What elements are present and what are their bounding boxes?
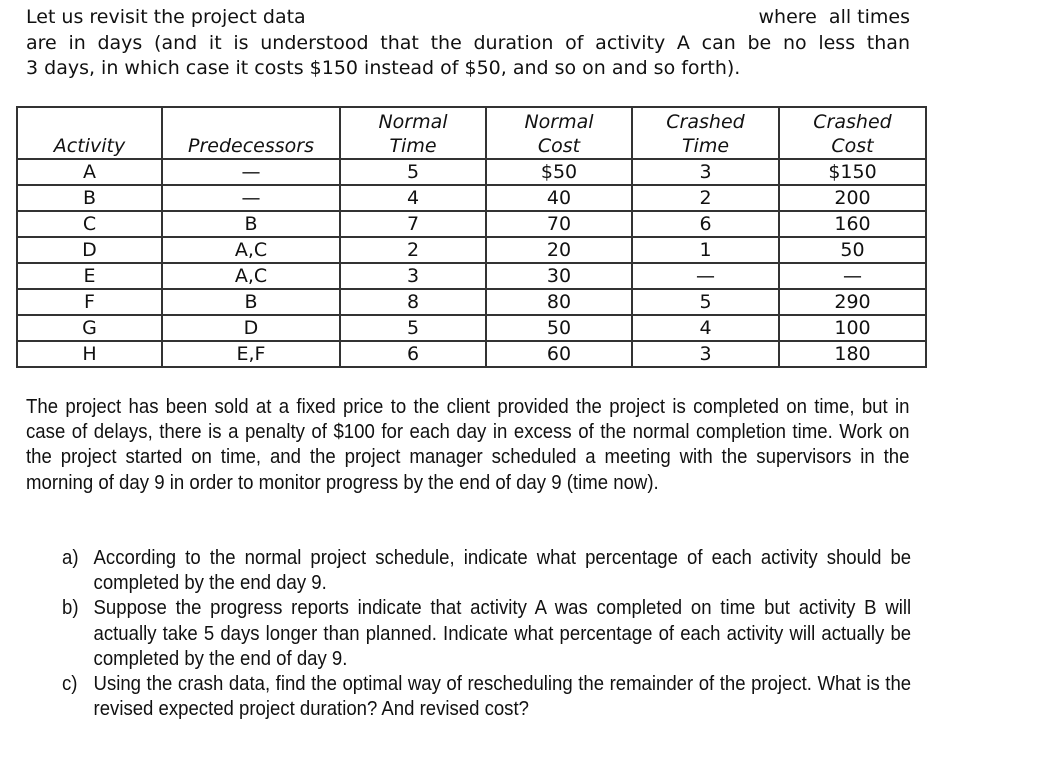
intro-line-2: are in days (and it is understood that the duration of activity A can be no less than [26,31,910,54]
question-a [62,546,911,596]
header-crashed-time: Crashed Time [632,107,779,159]
crashed-cost-cell: — [779,263,926,289]
header-normal-time: Normal Time [340,107,486,159]
normal-cost-cell: 40 [486,185,632,211]
predecessors-cell: A,C [162,263,340,289]
crashed-time-cell: 5 [632,289,779,315]
question-list [62,546,911,722]
problem-description: The project has been sold at a fixed price to the client provided the project is completed on time, but in case of delays, there is a penalty of $100 for each day in excess of the normal completion time. Work on the project started on time, and the project manager scheduled a meeting with the supervisors in the morning of day 9 in order to monitor progress by the end of day 9 (time now). [26,396,910,494]
normal-cost-cell: 20 [486,237,632,263]
crashed-time-cell: 1 [632,237,779,263]
question-label: b) [62,597,79,620]
activity-cell: F [17,289,162,315]
predecessors-cell: — [162,185,340,211]
normal-time-cell: 5 [340,315,486,341]
header-normal-cost: Normal Cost [486,107,632,159]
activity-cell: C [17,211,162,237]
crashed-time-cell: 6 [632,211,779,237]
crashed-cost-cell: 50 [779,237,926,263]
predecessors-cell: E,F [162,341,340,367]
question-label: a) [62,547,79,569]
activity-cell: A [17,159,162,185]
normal-cost-cell: 50 [486,315,632,341]
question-text: According to the normal project schedule, indicate what percentage of each activity should be completed by the end day 9. [93,547,912,595]
activity-cell: H [17,341,162,367]
crashed-time-cell: 2 [632,185,779,211]
table-row [17,315,926,341]
crashed-time-cell: 4 [632,315,779,341]
table-row [17,211,926,237]
predecessors-cell: A,C [162,237,340,263]
predecessors-cell: — [162,159,340,185]
normal-time-cell: 7 [340,211,486,237]
header-crashed-cost: Crashed Cost [779,107,926,159]
question-c [62,672,911,722]
activity-cell: G [17,315,162,341]
table-row [17,185,926,211]
question-text: Suppose the progress reports indicate that activity A was completed on time but activity B will actually take 5 days longer than planned. Indicate what percentage of each activity will actually be completed by the end of day 9. [93,597,912,670]
normal-time-cell: 5 [340,159,486,185]
table-header-row [17,107,926,159]
table-row [17,289,926,315]
question-label: c) [62,673,78,696]
crashed-time-cell: 3 [632,341,779,367]
normal-cost-cell: 30 [486,263,632,289]
crashed-cost-cell: 180 [779,341,926,367]
crashed-cost-cell: 200 [779,185,926,211]
crashed-cost-cell: $150 [779,159,926,185]
normal-time-cell: 2 [340,237,486,263]
crashed-cost-cell: 290 [779,289,926,315]
normal-time-cell: 8 [340,289,486,315]
intro-line-1-right: where all times [758,6,910,28]
table-row [17,263,926,289]
activity-cell: E [17,263,162,289]
header-predecessors: Predecessors [162,107,340,159]
table-row [17,237,926,263]
normal-cost-cell: 70 [486,211,632,237]
crashed-time-cell: — [632,263,779,289]
question-text: Using the crash data, find the optimal way of rescheduling the remainder of the project. What is the revised expected project duration? And revised cost? [93,673,912,721]
crashed-cost-cell: 160 [779,211,926,237]
project-data-table [16,106,927,368]
activity-cell: B [17,185,162,211]
crashed-cost-cell: 100 [779,315,926,341]
normal-cost-cell: $50 [486,159,632,185]
predecessors-cell: B [162,289,340,315]
activity-cell: D [17,237,162,263]
normal-time-cell: 3 [340,263,486,289]
question-b [62,596,911,672]
normal-cost-cell: 80 [486,289,632,315]
predecessors-cell: B [162,211,340,237]
intro-line-1 [26,5,910,31]
intro-text [26,5,910,82]
table-row [17,159,926,185]
normal-time-cell: 6 [340,341,486,367]
crashed-time-cell: 3 [632,159,779,185]
table-row [17,341,926,367]
predecessors-cell: D [162,315,340,341]
intro-line-1-left: Let us revisit the project data [26,6,306,28]
normal-cost-cell: 60 [486,341,632,367]
header-activity: Activity [17,107,162,159]
intro-line-3: 3 days, in which case it costs $150 instead of $50, and so on and so forth). [26,57,741,79]
normal-time-cell: 4 [340,185,486,211]
